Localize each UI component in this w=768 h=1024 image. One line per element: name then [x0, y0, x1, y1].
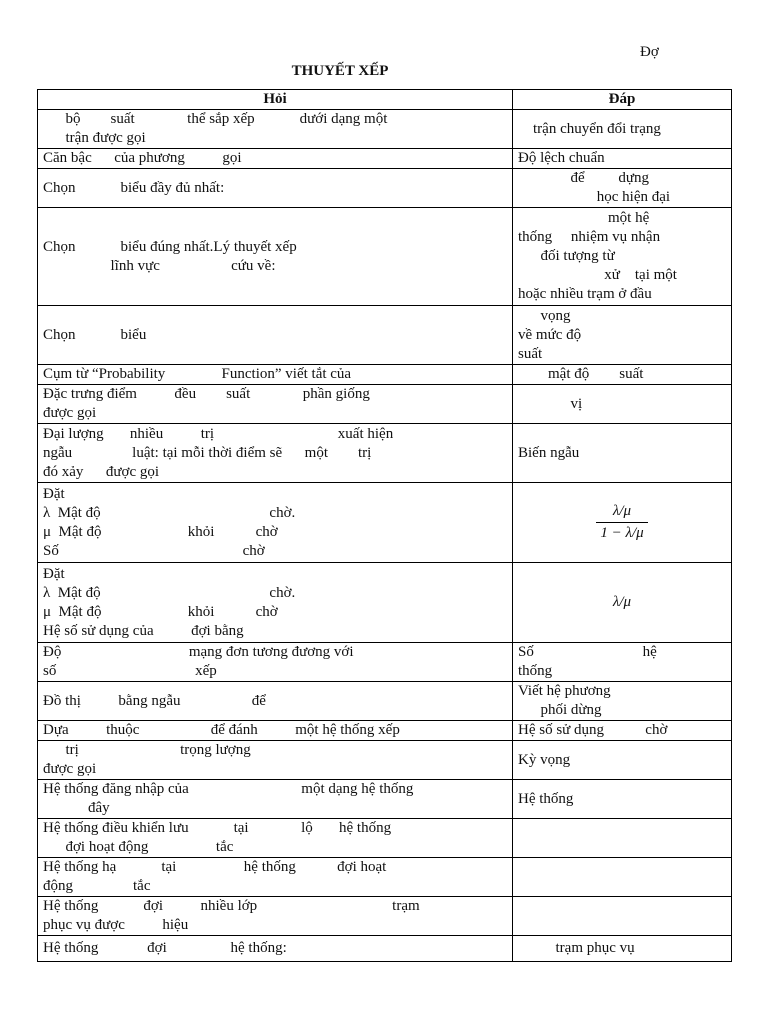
answer-cell: Số hệ thống [513, 643, 732, 682]
fraction-denominator: 1 − λ/μ [596, 522, 647, 543]
question-cell: Hệ thống điều khiển lưu tại lộ hệ thống đợi hoạt động tắc [38, 819, 513, 858]
table-row [38, 365, 732, 385]
table-row [38, 424, 732, 483]
table-row [38, 306, 732, 365]
question-cell: Chọn biểu đầy đủ nhất: [38, 169, 513, 208]
question-cell: Chọn biểu đúng nhất.Lý thuyết xếp lĩnh vực cứu về: [38, 208, 513, 306]
question-cell: Đặt λ Mật độ chờ. μ Mật độ khỏi chờ Hệ số sử dụng của đợi bằng [38, 563, 513, 643]
answer-cell: Độ lệch chuẩn [513, 149, 732, 169]
table-row [38, 110, 732, 149]
question-cell: Chọn biểu [38, 306, 513, 365]
answer-cell: Biến ngẫu [513, 424, 732, 483]
answer-cell [513, 897, 732, 936]
table-row [38, 149, 732, 169]
fraction [596, 502, 647, 543]
question-cell: Căn bậc của phương gọi [38, 149, 513, 169]
question-cell: Hệ thống đợi nhiều lớp trạm phục vụ được hiệu [38, 897, 513, 936]
answer-cell: Viết hệ phương phối dừng [513, 682, 732, 721]
table-row [38, 819, 732, 858]
table-row [38, 563, 732, 643]
qa-table [37, 89, 732, 962]
table-row [38, 897, 732, 936]
table-row [38, 483, 732, 563]
answer-cell [513, 819, 732, 858]
page-title: THUYẾT XẾP [291, 63, 389, 79]
question-cell: Hệ thống hạ tại hệ thống đợi hoạt động tắc [38, 858, 513, 897]
table-row [38, 936, 732, 962]
answer-cell: vị [513, 385, 732, 424]
question-cell: Đồ thị bằng ngẫu để [38, 682, 513, 721]
question-cell: bộ suất thể sắp xếp dưới dạng một trận được gọi [38, 110, 513, 149]
question-cell: Đại lượng nhiều trị xuất hiện ngẫu luật: tại mỗi thời điểm sẽ một trị đó xảy được gọi [38, 424, 513, 483]
corner-text: Đợ [640, 44, 659, 60]
table-row [38, 169, 732, 208]
answer-formula-cell: λ/μ [513, 563, 732, 643]
table-row [38, 208, 732, 306]
fraction-numerator: λ/μ [612, 503, 632, 519]
question-cell: Đặt λ Mật độ chờ. μ Mật độ khỏi chờ Số chờ [38, 483, 513, 563]
answer-cell [513, 858, 732, 897]
answer-cell: Hệ số sử dụng chờ [513, 721, 732, 741]
question-cell: Hệ thống đăng nhập của một dạng hệ thống đây [38, 780, 513, 819]
answer-cell: để dựng học hiện đại [513, 169, 732, 208]
question-cell: Dựa thuộc để đánh một hệ thống xếp [38, 721, 513, 741]
table-row [38, 780, 732, 819]
answer-formula-cell [513, 483, 732, 563]
question-cell: Đặc trưng điểm đều suất phần giống được gọi [38, 385, 513, 424]
table-row [38, 858, 732, 897]
answer-column-header: Đáp [513, 90, 732, 110]
table-row [38, 385, 732, 424]
question-cell: trị trọng lượng được gọi [38, 741, 513, 780]
table-row [38, 741, 732, 780]
answer-cell: một hệ thống nhiệm vụ nhận đối tượng từ xử tại một hoặc nhiều trạm ở đầu [513, 208, 732, 306]
answer-cell: Hệ thống [513, 780, 732, 819]
answer-cell: vọng về mức độ suất [513, 306, 732, 365]
answer-cell: trạm phục vụ [513, 936, 732, 962]
question-cell: Hệ thống đợi hệ thống: [38, 936, 513, 962]
question-column-header: Hỏi [38, 90, 513, 110]
question-cell: Cụm từ “Probability Function” viết tắt của [38, 365, 513, 385]
answer-cell: mật độ suất [513, 365, 732, 385]
header-row [38, 90, 732, 110]
table-row [38, 682, 732, 721]
table-row [38, 721, 732, 741]
table-row [38, 643, 732, 682]
question-cell: Độ mạng đơn tương đương với số xếp [38, 643, 513, 682]
answer-cell: trận chuyển đổi trạng [513, 110, 732, 149]
answer-cell: Kỳ vọng [513, 741, 732, 780]
